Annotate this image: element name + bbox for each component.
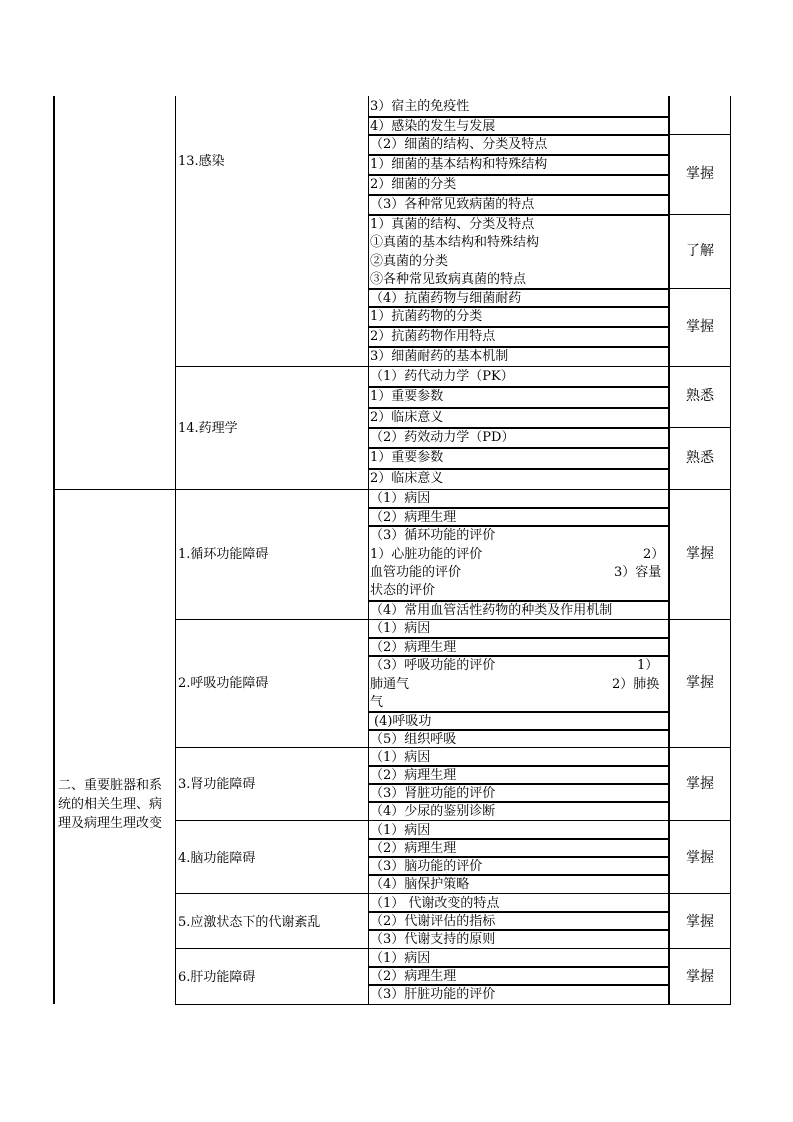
list-item: ②真菌的分类	[370, 254, 449, 269]
list-item: （1）病因	[370, 491, 431, 506]
topic-kidney: 3.肾功能障碍	[178, 777, 256, 792]
level-badge: 熟悉	[686, 450, 714, 466]
list-item: （2）药效动力学（PD）	[370, 430, 515, 445]
list-item: （2）病理生理	[370, 768, 457, 783]
list-item: (4)呼吸功	[374, 714, 432, 729]
level-badge: 掌握	[686, 166, 714, 182]
list-item: 状态的评价	[370, 583, 436, 598]
list-item: 4）感染的发生与发展	[370, 119, 496, 134]
list-item: （1）病因	[370, 951, 431, 966]
list-item: （1）病因	[370, 621, 431, 636]
list-item: 1）重要参数	[370, 450, 444, 465]
list-item: 2）临床意义	[370, 410, 444, 425]
list-item: 2）抗菌药物作用特点	[370, 329, 496, 344]
section-title: 二、重要脏器和系统的相关生理、病理及病理生理改变	[58, 778, 163, 831]
list-item: （3）循环功能的评价	[370, 528, 496, 543]
list-item: （2）病理生理	[370, 640, 457, 655]
list-item: （1） 代谢改变的特点	[370, 896, 500, 911]
list-item: （4）常用血管活性药物的种类及作用机制	[370, 603, 613, 618]
topic-infection: 13.感染	[178, 154, 225, 169]
level-badge: 熟悉	[686, 388, 714, 404]
topic-pharmacology: 14.药理学	[178, 421, 238, 436]
list-item: ①真菌的基本结构和特殊结构	[370, 235, 540, 250]
list-item: （2）细菌的结构、分类及特点	[370, 137, 548, 152]
topic-liver: 6.肝功能障碍	[178, 970, 256, 985]
list-item: （3）脑功能的评价	[370, 859, 483, 874]
topic-circulation: 1.循环功能障碍	[178, 547, 269, 562]
list-item: 2）细菌的分类	[370, 177, 457, 192]
list-item: （1）病因	[370, 823, 431, 838]
list-item: 1）	[637, 658, 659, 673]
list-item: （3）代谢支持的原则	[370, 932, 496, 947]
list-item: 1）重要参数	[370, 389, 444, 404]
list-item: （3）肝脏功能的评价	[370, 987, 496, 1002]
list-item: 气	[370, 695, 384, 710]
list-item: 1）抗菌药物的分类	[370, 309, 483, 324]
list-item: 2）	[643, 547, 665, 562]
list-item: （1）病因	[370, 750, 431, 765]
level-badge: 掌握	[686, 850, 714, 866]
list-item: （2）病理生理	[370, 841, 457, 856]
list-item: （1）药代动力学（PK）	[370, 369, 514, 384]
list-item: 血管功能的评价	[370, 565, 462, 580]
list-item: （4）少尿的鉴别诊断	[370, 804, 496, 819]
list-item: （2）病理生理	[370, 510, 457, 525]
list-item: （2）病理生理	[370, 969, 457, 984]
list-item: （3）呼吸功能的评价	[370, 658, 496, 673]
level-badge: 掌握	[686, 914, 714, 930]
list-item: （5）组织呼吸	[370, 732, 457, 747]
list-item: 2）肺换	[612, 677, 660, 692]
list-item: （4）抗菌药物与细菌耐药	[370, 291, 522, 306]
list-item: 1）心脏功能的评价	[370, 547, 483, 562]
list-item: 1）真菌的结构、分类及特点	[370, 217, 535, 232]
topic-brain: 4.脑功能障碍	[178, 851, 256, 866]
list-item: （4）脑保护策略	[370, 877, 470, 892]
level-badge: 掌握	[686, 546, 714, 562]
list-item: （2）代谢评估的指标	[370, 914, 496, 929]
topic-respiration: 2.呼吸功能障碍	[178, 676, 269, 691]
list-item: 1）细菌的基本结构和特殊结构	[370, 157, 548, 172]
list-item: （3）各种常见致病菌的特点	[370, 197, 535, 212]
level-badge: 掌握	[686, 319, 714, 335]
level-badge: 了解	[686, 243, 714, 259]
level-badge: 掌握	[686, 776, 714, 792]
list-item: 3）细菌耐药的基本机制	[370, 349, 509, 364]
list-item: （3）肾脏功能的评价	[370, 786, 496, 801]
list-item: 3）宿主的免疫性	[370, 99, 470, 114]
level-badge: 掌握	[686, 969, 714, 985]
list-item: 3）容量	[614, 565, 662, 580]
list-item: ③各种常见致病真菌的特点	[370, 272, 527, 287]
list-item: 2）临床意义	[370, 471, 444, 486]
list-item: 肺通气	[370, 677, 410, 692]
level-badge: 掌握	[686, 675, 714, 691]
topic-metabolism: 5.应激状态下的代谢紊乱	[178, 915, 321, 930]
